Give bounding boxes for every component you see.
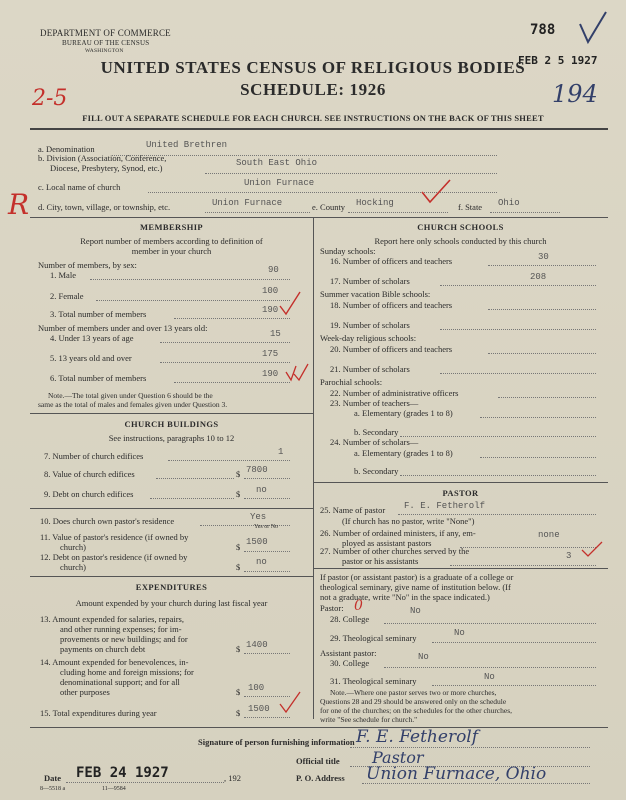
q23a-label: a. Elementary (grades 1 to 8) (354, 408, 453, 418)
membership-sub-1: Report number of members according to definition of (80, 236, 263, 246)
check-mark-icon (578, 10, 608, 50)
q12-label-2: church) (60, 562, 86, 572)
hand-code-left: 2-5 (32, 86, 68, 111)
q26-label-2: ployed as assistant pastors (342, 538, 432, 548)
q14-line-4: other purposes (60, 687, 110, 697)
q7-label: 7. Number of church edifices (44, 451, 144, 461)
stamp-number: 788 (530, 22, 556, 38)
summer-label: Summer vacation Bible schools: (320, 289, 431, 299)
schedule-title: SCHEDULE: 1926 (240, 80, 386, 99)
q26-label-1: 26. Number of ordained ministers, if any, em- (320, 528, 476, 538)
local-name-field[interactable]: Union Furnace (244, 178, 315, 188)
q9-dollar: $ (236, 489, 241, 499)
q4-label: 4. Under 13 years of age (50, 333, 134, 343)
city-label: WASHINGTON (85, 48, 124, 54)
hand-code-right: 194 (552, 80, 598, 108)
pastor-note-3: for one of the churches; on the schedules for the other churches, (320, 706, 513, 715)
red-check-icon-3 (284, 362, 310, 382)
department-label: DEPARTMENT OF COMMERCE (40, 28, 171, 38)
q28-field[interactable]: No (410, 606, 421, 616)
q24-label: 24. Number of scholars— (330, 437, 419, 447)
q15-label: 15. Total expenditures during year (40, 708, 157, 718)
q22-label: 22. Number of administrative officers (330, 388, 459, 398)
q12-label-1: 12. Debt on pastor's residence (if owned by (40, 552, 188, 562)
q21-label: 21. Number of scholars (330, 364, 410, 374)
q8-dollar: $ (236, 469, 241, 479)
print-code-2: 11—9584 (102, 786, 126, 792)
q27-field[interactable]: 3 (566, 551, 572, 561)
q13-field[interactable]: 1400 (246, 640, 268, 650)
q13-line-4: payments on church debt (60, 644, 146, 654)
q13-line-1: 13. Amount expended for salaries, repairs, (40, 614, 184, 624)
q30-field[interactable]: No (418, 652, 429, 662)
q5-label: 5. 13 years old and over (50, 353, 132, 363)
q26-field[interactable]: none (538, 530, 560, 540)
q12-dollar: $ (236, 562, 241, 572)
q2-label: 2. Female (50, 291, 84, 301)
state-field[interactable]: Ohio (498, 198, 520, 208)
city-field[interactable]: Union Furnace (212, 198, 283, 208)
bureau-label: BUREAU OF THE CENSUS (62, 39, 150, 47)
q5-field[interactable]: 175 (262, 349, 279, 359)
division-field[interactable]: South East Ohio (236, 158, 318, 168)
red-check-icon-2 (278, 290, 302, 318)
q29-field[interactable]: No (454, 628, 465, 638)
address-label: P. O. Address (296, 773, 345, 783)
buildings-sub: See instructions, paragraphs 10 to 12 (108, 433, 235, 443)
weekday-label: Week-day religious schools: (320, 333, 417, 343)
q8-label: 8. Value of church edifices (44, 469, 135, 479)
q14-field[interactable]: 100 (248, 683, 265, 693)
q7-field[interactable]: 1 (278, 447, 284, 457)
official-title-field[interactable]: Pastor (372, 748, 424, 767)
received-date-stamp: FEB 2 5 1927 (518, 54, 598, 67)
q14-line-1: 14. Amount expended for benevolences, in- (40, 657, 189, 667)
q20-label: 20. Number of officers and teachers (330, 344, 453, 354)
q10-field[interactable]: Yes (250, 512, 267, 522)
county-field[interactable]: Hocking (356, 198, 394, 208)
expenditures-sub: Amount expended by your church during last fiscal year (75, 598, 268, 608)
q9-label: 9. Debt on church edifices (44, 489, 134, 499)
q13-line-3: provements or new buildings; and for (60, 634, 188, 644)
form-title: UNITED STATES CENSUS OF RELIGIOUS BODIES (100, 58, 526, 77)
pastor-note-2: Questions 28 and 29 should be answered only on the schedule (320, 697, 507, 706)
print-code: 8—5518 a (40, 786, 66, 792)
pastor-note-1: Note.—Where one pastor serves two or more churches, (330, 688, 497, 697)
q12-field[interactable]: no (256, 557, 267, 567)
grad-note-2: theological seminary, give name of institution below. (If (320, 582, 511, 592)
q13-dollar: $ (236, 644, 241, 654)
q1-label: 1. Male (50, 270, 76, 280)
q11-dollar: $ (236, 542, 241, 552)
membership-heading: MEMBERSHIP (139, 222, 204, 232)
schools-heading: CHURCH SCHOOLS (417, 222, 504, 232)
signature-label: Signature of person furnishing information (198, 737, 355, 747)
q6-field[interactable]: 190 (262, 369, 279, 379)
q31-field[interactable]: No (484, 672, 495, 682)
parochial-label: Parochial schools: (320, 377, 383, 387)
pastor-note-4: write "See schedule for church." (320, 715, 418, 724)
q4-field[interactable]: 15 (270, 329, 281, 339)
q16-label: 16. Number of officers and teachers (330, 256, 453, 266)
q29-label: 29. Theological seminary (330, 633, 417, 643)
by-sex-label: Number of members, by sex: (38, 260, 137, 270)
expenditures-heading: EXPENDITURES (135, 582, 208, 592)
denomination-field[interactable]: United Brethren (146, 140, 228, 150)
margin-mark: R (8, 188, 30, 221)
q17-field[interactable]: 208 (530, 272, 547, 282)
q27-label-2: pastor or his assistants (342, 556, 419, 566)
q16-field[interactable]: 30 (538, 252, 549, 262)
city-label: d. City, town, village, or township, etc. (38, 202, 171, 212)
date-label: Date (44, 773, 61, 783)
q1-field[interactable]: 90 (268, 265, 279, 275)
q3-label: 3. Total number of members (50, 309, 147, 319)
q11-field[interactable]: 1500 (246, 537, 268, 547)
schools-sub: Report here only schools conducted by this church (374, 236, 547, 246)
q25-hint: (If church has no pastor, write "None") (342, 516, 475, 526)
buildings-heading: CHURCH BUILDINGS (124, 419, 219, 429)
pastor-sub-label: Pastor: (320, 603, 344, 613)
red-check-icon (420, 178, 452, 204)
grad-note-3: not a graduate, write "No" in the space indicated.) (320, 592, 490, 602)
official-title-label: Official title (296, 756, 340, 766)
q11-label-1: 11. Value of pastor's residence (if owned by (40, 532, 189, 542)
q6-label: 6. Total number of members (50, 373, 147, 383)
division-label-2: Diocese, Presbytery, Synod, etc.) (50, 163, 163, 173)
instructions-line: FILL OUT A SEPARATE SCHEDULE FOR EACH CHURCH. SEE INSTRUCTIONS ON THE BACK OF THIS SHEET (82, 113, 544, 123)
q15-field[interactable]: 1500 (248, 704, 270, 714)
q11-label-2: church) (60, 542, 86, 552)
pastor-mark: 0 (354, 598, 363, 614)
q25-field[interactable]: F. E. Fetherolf (404, 501, 486, 511)
q28-label: 28. College (330, 614, 370, 624)
state-label: f. State (458, 202, 483, 212)
q10-label: 10. Does church own pastor's residence (40, 516, 175, 526)
q3-field[interactable]: 190 (262, 305, 279, 315)
grad-note-1: If pastor (or assistant pastor) is a graduate of a college or (320, 572, 514, 582)
assistant-sub-label: Assistant pastor: (320, 648, 377, 658)
q30-label: 30. College (330, 658, 370, 668)
date-stamp[interactable]: FEB 24 1927 (76, 765, 169, 781)
sunday-label: Sunday schools: (320, 246, 376, 256)
q15-dollar: $ (236, 708, 241, 718)
q24a-label: a. Elementary (grades 1 to 8) (354, 448, 453, 458)
address-field[interactable]: Union Furnace, Ohio (366, 764, 547, 784)
by-age-label: Number of members under and over 13 years old: (38, 323, 208, 333)
red-check-icon-4 (278, 690, 302, 714)
q18-label: 18. Number of officers and teachers (330, 300, 453, 310)
pastor-heading: PASTOR (442, 488, 479, 498)
q14-line-2: cluding home and foreign missions; for (60, 667, 194, 677)
signature-field[interactable]: F. E. Fetherolf (356, 727, 479, 747)
denomination-label: a. Denomination (38, 144, 95, 154)
membership-note-1: Note.—The total given under Question 6 should be the (48, 391, 213, 400)
q19-label: 19. Number of scholars (330, 320, 410, 330)
q10-hint: Yes or No (254, 524, 279, 530)
local-name-label: c. Local name of church (38, 182, 121, 192)
q14-dollar: $ (236, 687, 241, 697)
q23-label: 23. Number of teachers— (330, 398, 419, 408)
q14-line-3: denominational support; and for all (60, 677, 180, 687)
membership-sub-2: member in your church (131, 246, 212, 256)
q13-line-2: and other running expenses; for im- (60, 624, 182, 634)
red-check-icon-5 (580, 540, 604, 558)
q25-label: 25. Name of pastor (320, 505, 386, 515)
year-suffix: , 192 (224, 773, 241, 783)
division-label: b. Division (Association, Conference, (38, 153, 167, 163)
q9-field[interactable]: no (256, 485, 267, 495)
q2-field[interactable]: 100 (262, 286, 279, 296)
q31-label: 31. Theological seminary (330, 676, 417, 686)
q8-field[interactable]: 7800 (246, 465, 268, 475)
q27-label-1: 27. Number of other churches served by the (320, 546, 470, 556)
q23b-label: b. Secondary (354, 427, 399, 437)
q17-label: 17. Number of scholars (330, 276, 410, 286)
membership-note-2: same as the total of males and females given under Question 3. (38, 400, 228, 409)
q24b-label: b. Secondary (354, 466, 399, 476)
county-label: e. County (312, 202, 346, 212)
